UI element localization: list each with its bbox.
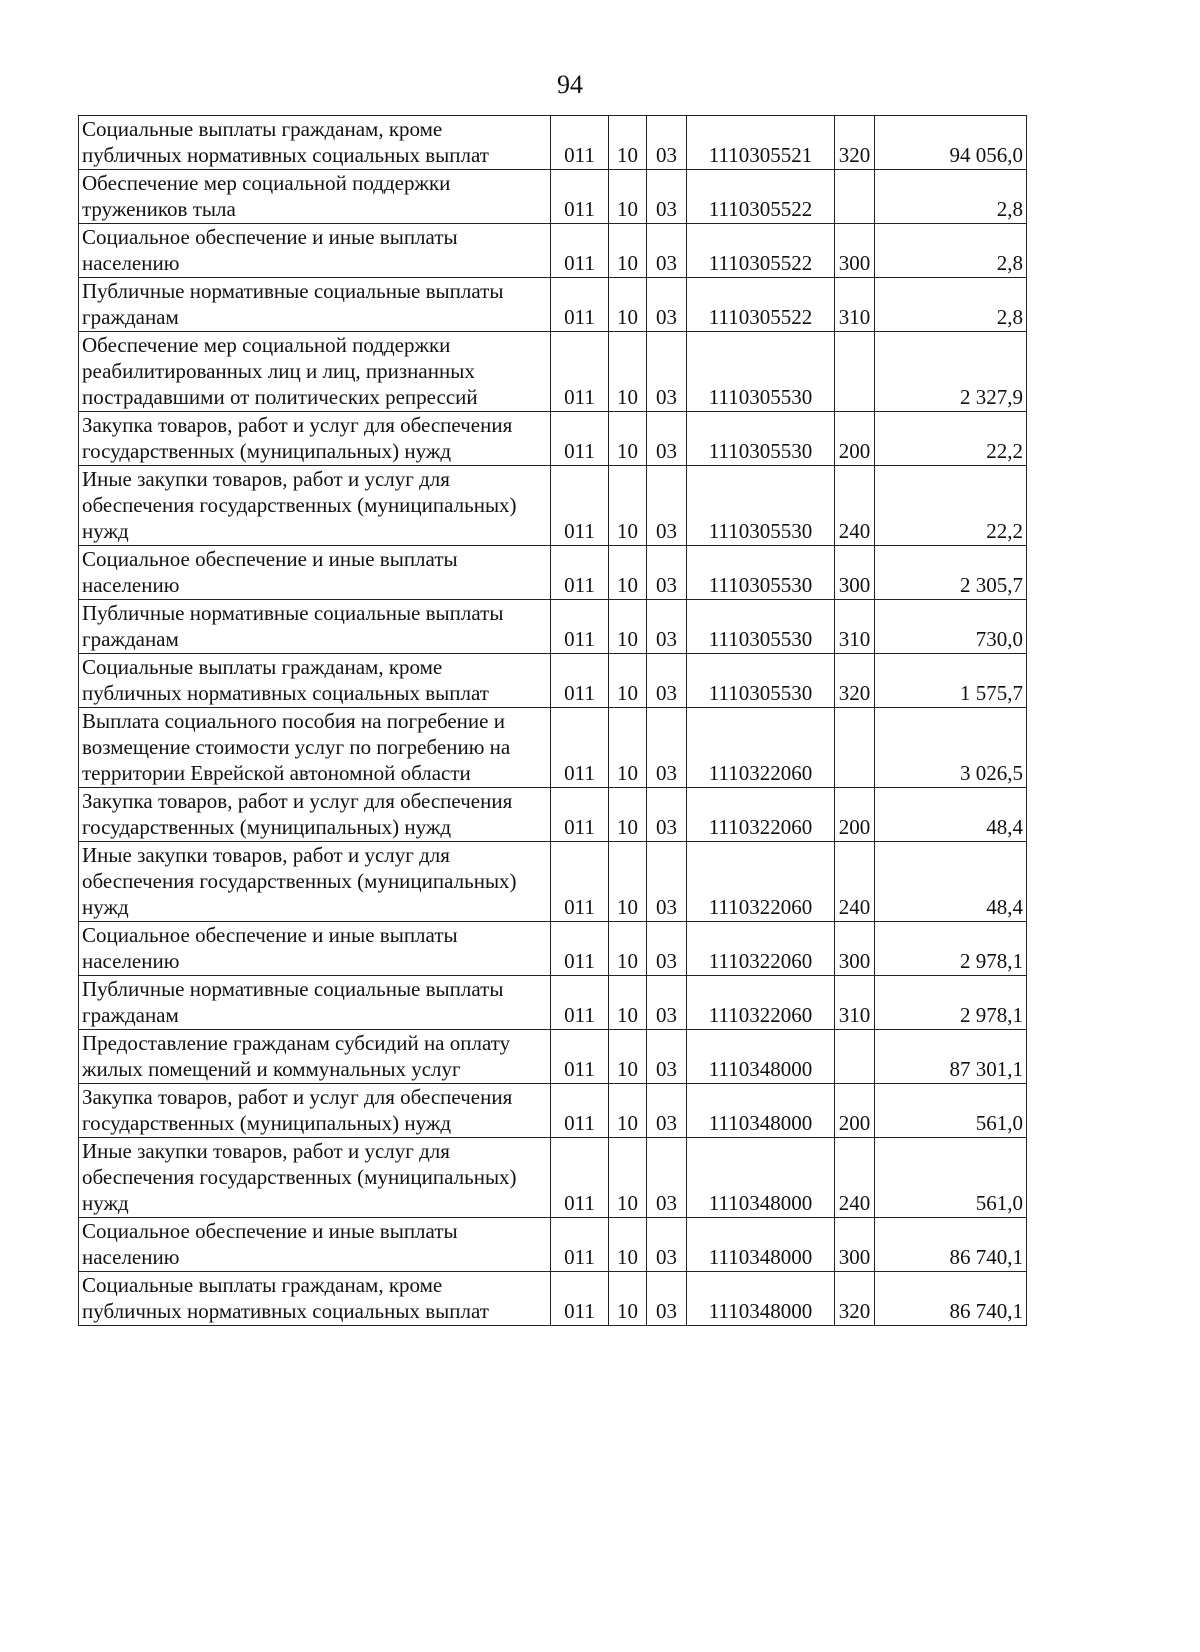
table-row xyxy=(79,278,1027,332)
row-section-cell: 10 xyxy=(609,224,647,278)
row-subsection-cell: 03 xyxy=(647,1218,687,1272)
row-expense-type-cell: 240 xyxy=(835,466,875,546)
row-name-cell: Обеспечение мер социальной поддержки тружеников тыла xyxy=(79,170,551,224)
row-name-cell: Социальное обеспечение и иные выплаты населению xyxy=(79,922,551,976)
row-subsection-cell: 03 xyxy=(647,332,687,412)
row-name-cell: Социальные выплаты гражданам, кроме публичных нормативных социальных выплат xyxy=(79,1272,551,1326)
row-subsection-cell: 03 xyxy=(647,1272,687,1326)
row-section-cell: 10 xyxy=(609,922,647,976)
row-section-cell: 10 xyxy=(609,1272,647,1326)
row-section-cell: 10 xyxy=(609,412,647,466)
row-expense-type-cell: 200 xyxy=(835,788,875,842)
row-section-cell: 10 xyxy=(609,708,647,788)
row-name-cell: Публичные нормативные социальные выплаты гражданам xyxy=(79,278,551,332)
row-section-cell: 10 xyxy=(609,600,647,654)
row-admin-code-cell: 011 xyxy=(551,1218,609,1272)
row-section-cell: 10 xyxy=(609,1084,647,1138)
row-sum-cell: 561,0 xyxy=(875,1084,1027,1138)
row-section-cell: 10 xyxy=(609,842,647,922)
row-article-cell: 1110305530 xyxy=(687,600,835,654)
table-row xyxy=(79,412,1027,466)
table-row xyxy=(79,170,1027,224)
row-sum-cell: 2,8 xyxy=(875,224,1027,278)
row-article-cell: 1110322060 xyxy=(687,788,835,842)
row-expense-type-cell xyxy=(835,332,875,412)
row-admin-code-cell: 011 xyxy=(551,654,609,708)
row-article-cell: 1110348000 xyxy=(687,1272,835,1326)
row-name-cell: Социальные выплаты гражданам, кроме публичных нормативных социальных выплат xyxy=(79,654,551,708)
table-row xyxy=(79,976,1027,1030)
row-expense-type-cell: 320 xyxy=(835,654,875,708)
row-admin-code-cell: 011 xyxy=(551,1030,609,1084)
row-article-cell: 1110322060 xyxy=(687,708,835,788)
row-sum-cell: 2 978,1 xyxy=(875,976,1027,1030)
row-subsection-cell: 03 xyxy=(647,1084,687,1138)
row-name-cell: Социальное обеспечение и иные выплаты населению xyxy=(79,1218,551,1272)
row-sum-cell: 3 026,5 xyxy=(875,708,1027,788)
row-admin-code-cell: 011 xyxy=(551,466,609,546)
row-section-cell: 10 xyxy=(609,976,647,1030)
row-expense-type-cell: 310 xyxy=(835,600,875,654)
row-article-cell: 1110305530 xyxy=(687,412,835,466)
row-sum-cell: 48,4 xyxy=(875,788,1027,842)
row-name-cell: Обеспечение мер социальной поддержки реабилитированных лиц и лиц, признанных пострадавшими от политических репрессий xyxy=(79,332,551,412)
row-admin-code-cell: 011 xyxy=(551,976,609,1030)
row-subsection-cell: 03 xyxy=(647,466,687,546)
row-expense-type-cell: 320 xyxy=(835,1272,875,1326)
table-row xyxy=(79,654,1027,708)
row-admin-code-cell: 011 xyxy=(551,1138,609,1218)
row-admin-code-cell: 011 xyxy=(551,708,609,788)
row-name-cell: Социальные выплаты гражданам, кроме публичных нормативных социальных выплат xyxy=(79,116,551,170)
row-subsection-cell: 03 xyxy=(647,170,687,224)
table-row xyxy=(79,224,1027,278)
row-article-cell: 1110305530 xyxy=(687,546,835,600)
row-admin-code-cell: 011 xyxy=(551,332,609,412)
row-sum-cell: 2,8 xyxy=(875,170,1027,224)
row-article-cell: 1110322060 xyxy=(687,922,835,976)
row-sum-cell: 2 978,1 xyxy=(875,922,1027,976)
row-name-cell: Выплата социального пособия на погребение и возмещение стоимости услуг по погребению на территории Еврейской автономной области xyxy=(79,708,551,788)
row-article-cell: 1110305521 xyxy=(687,116,835,170)
table-row xyxy=(79,842,1027,922)
row-name-cell: Социальное обеспечение и иные выплаты населению xyxy=(79,224,551,278)
row-admin-code-cell: 011 xyxy=(551,1272,609,1326)
row-name-cell: Закупка товаров, работ и услуг для обеспечения государственных (муниципальных) нужд xyxy=(79,788,551,842)
row-expense-type-cell: 310 xyxy=(835,278,875,332)
row-sum-cell: 730,0 xyxy=(875,600,1027,654)
row-sum-cell: 561,0 xyxy=(875,1138,1027,1218)
table-row xyxy=(79,708,1027,788)
row-expense-type-cell xyxy=(835,708,875,788)
row-name-cell: Закупка товаров, работ и услуг для обеспечения государственных (муниципальных) нужд xyxy=(79,412,551,466)
table-row xyxy=(79,1030,1027,1084)
row-sum-cell: 22,2 xyxy=(875,466,1027,546)
row-subsection-cell: 03 xyxy=(647,654,687,708)
row-admin-code-cell: 011 xyxy=(551,412,609,466)
row-admin-code-cell: 011 xyxy=(551,842,609,922)
row-article-cell: 1110305522 xyxy=(687,224,835,278)
row-subsection-cell: 03 xyxy=(647,1030,687,1084)
row-expense-type-cell xyxy=(835,170,875,224)
row-sum-cell: 86 740,1 xyxy=(875,1218,1027,1272)
row-article-cell: 1110305530 xyxy=(687,466,835,546)
row-subsection-cell: 03 xyxy=(647,842,687,922)
row-admin-code-cell: 011 xyxy=(551,546,609,600)
row-expense-type-cell: 240 xyxy=(835,1138,875,1218)
row-expense-type-cell: 300 xyxy=(835,546,875,600)
table-row xyxy=(79,116,1027,170)
row-sum-cell: 2 305,7 xyxy=(875,546,1027,600)
row-article-cell: 1110322060 xyxy=(687,976,835,1030)
row-subsection-cell: 03 xyxy=(647,546,687,600)
row-name-cell: Публичные нормативные социальные выплаты гражданам xyxy=(79,600,551,654)
row-name-cell: Социальное обеспечение и иные выплаты населению xyxy=(79,546,551,600)
row-expense-type-cell: 300 xyxy=(835,922,875,976)
row-section-cell: 10 xyxy=(609,1218,647,1272)
table-row xyxy=(79,788,1027,842)
row-subsection-cell: 03 xyxy=(647,708,687,788)
row-subsection-cell: 03 xyxy=(647,412,687,466)
row-admin-code-cell: 011 xyxy=(551,600,609,654)
row-sum-cell: 1 575,7 xyxy=(875,654,1027,708)
budget-table xyxy=(78,115,1027,1326)
row-section-cell: 10 xyxy=(609,466,647,546)
page-number: 94 xyxy=(557,70,583,99)
row-article-cell: 1110322060 xyxy=(687,842,835,922)
row-subsection-cell: 03 xyxy=(647,116,687,170)
row-section-cell: 10 xyxy=(609,654,647,708)
row-name-cell: Закупка товаров, работ и услуг для обеспечения государственных (муниципальных) нужд xyxy=(79,1084,551,1138)
row-expense-type-cell: 200 xyxy=(835,1084,875,1138)
row-section-cell: 10 xyxy=(609,332,647,412)
row-section-cell: 10 xyxy=(609,788,647,842)
row-expense-type-cell: 310 xyxy=(835,976,875,1030)
row-subsection-cell: 03 xyxy=(647,976,687,1030)
row-section-cell: 10 xyxy=(609,546,647,600)
row-section-cell: 10 xyxy=(609,278,647,332)
row-section-cell: 10 xyxy=(609,170,647,224)
table-row xyxy=(79,1272,1027,1326)
row-name-cell: Публичные нормативные социальные выплаты гражданам xyxy=(79,976,551,1030)
table-row xyxy=(79,332,1027,412)
row-sum-cell: 22,2 xyxy=(875,412,1027,466)
table-row xyxy=(79,600,1027,654)
row-article-cell: 1110348000 xyxy=(687,1030,835,1084)
row-subsection-cell: 03 xyxy=(647,224,687,278)
row-section-cell: 10 xyxy=(609,1138,647,1218)
row-subsection-cell: 03 xyxy=(647,600,687,654)
table-row xyxy=(79,1218,1027,1272)
row-expense-type-cell: 320 xyxy=(835,116,875,170)
table-row xyxy=(79,922,1027,976)
row-name-cell: Предоставление гражданам субсидий на оплату жилых помещений и коммунальных услуг xyxy=(79,1030,551,1084)
row-article-cell: 1110305530 xyxy=(687,654,835,708)
row-name-cell: Иные закупки товаров, работ и услуг для обеспечения государственных (муниципальных) нужд xyxy=(79,466,551,546)
row-admin-code-cell: 011 xyxy=(551,116,609,170)
table-row xyxy=(79,546,1027,600)
row-article-cell: 1110348000 xyxy=(687,1084,835,1138)
row-article-cell: 1110348000 xyxy=(687,1218,835,1272)
row-admin-code-cell: 011 xyxy=(551,278,609,332)
row-article-cell: 1110305530 xyxy=(687,332,835,412)
row-sum-cell: 2 327,9 xyxy=(875,332,1027,412)
row-subsection-cell: 03 xyxy=(647,278,687,332)
row-subsection-cell: 03 xyxy=(647,788,687,842)
row-admin-code-cell: 011 xyxy=(551,224,609,278)
row-expense-type-cell: 200 xyxy=(835,412,875,466)
row-expense-type-cell xyxy=(835,1030,875,1084)
row-admin-code-cell: 011 xyxy=(551,170,609,224)
row-expense-type-cell: 240 xyxy=(835,842,875,922)
row-article-cell: 1110348000 xyxy=(687,1138,835,1218)
row-expense-type-cell: 300 xyxy=(835,224,875,278)
row-sum-cell: 94 056,0 xyxy=(875,116,1027,170)
row-name-cell: Иные закупки товаров, работ и услуг для обеспечения государственных (муниципальных) нужд xyxy=(79,842,551,922)
row-sum-cell: 48,4 xyxy=(875,842,1027,922)
row-article-cell: 1110305522 xyxy=(687,170,835,224)
row-admin-code-cell: 011 xyxy=(551,788,609,842)
row-subsection-cell: 03 xyxy=(647,922,687,976)
row-section-cell: 10 xyxy=(609,116,647,170)
row-admin-code-cell: 011 xyxy=(551,1084,609,1138)
row-name-cell: Иные закупки товаров, работ и услуг для обеспечения государственных (муниципальных) нужд xyxy=(79,1138,551,1218)
table-row xyxy=(79,466,1027,546)
row-sum-cell: 2,8 xyxy=(875,278,1027,332)
budget-table-body xyxy=(79,116,1027,1326)
row-article-cell: 1110305522 xyxy=(687,278,835,332)
table-row xyxy=(79,1084,1027,1138)
row-sum-cell: 86 740,1 xyxy=(875,1272,1027,1326)
row-subsection-cell: 03 xyxy=(647,1138,687,1218)
row-admin-code-cell: 011 xyxy=(551,922,609,976)
row-sum-cell: 87 301,1 xyxy=(875,1030,1027,1084)
table-row xyxy=(79,1138,1027,1218)
row-section-cell: 10 xyxy=(609,1030,647,1084)
row-expense-type-cell: 300 xyxy=(835,1218,875,1272)
